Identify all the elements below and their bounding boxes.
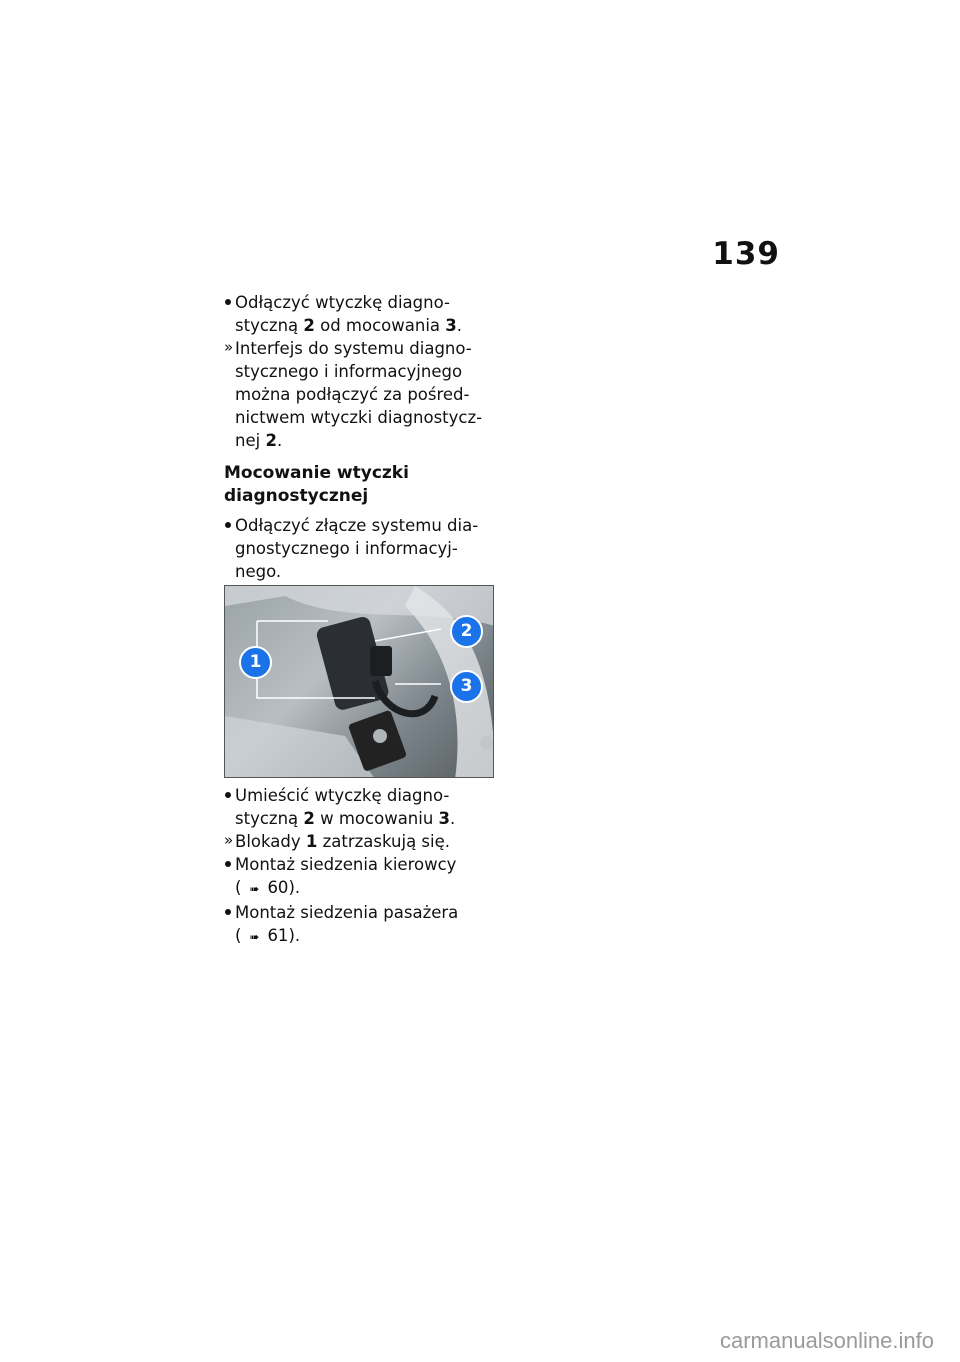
page-reference-link[interactable]: 61: [267, 926, 289, 945]
watermark-link[interactable]: carmanualsonline.info: [719, 1328, 934, 1353]
list-item: » Interfejs do systemu diagno- stycznego i informacyjnego można podłączyć za pośred- nictwem wtyczki diagnostycz- nej 2.: [224, 338, 483, 450]
page-number: 139: [712, 236, 780, 272]
bullet-icon: [225, 522, 231, 528]
instructions-bottom: [224, 784, 496, 949]
section-heading: Mocowanie wtyczki diagnostycznej: [224, 463, 409, 506]
instructions-top: [224, 291, 496, 583]
step-text: Odłączyć wtyczkę diagno-: [235, 293, 450, 312]
bullet-icon: [225, 909, 231, 915]
bullet-icon: [225, 299, 231, 305]
list-item: Odłączyć złącze systemu dia- gnostycznego i informacyj- nego.: [224, 514, 496, 583]
result-arrow-icon: »: [224, 338, 234, 356]
list-item: Odłączyć wtyczkę diagno- styczną 2 od mocowania 3.: [224, 291, 496, 337]
list-item: Montaż siedzenia kierowcy ( ➠ 60).: [224, 853, 496, 901]
result-arrow-icon: »: [224, 831, 234, 849]
list-item: » Blokady 1 zatrzaskują się.: [224, 831, 451, 851]
page-reference-arrow-icon: ➠: [249, 930, 260, 944]
bullet-icon: [225, 861, 231, 867]
bullet-icon: [225, 792, 231, 798]
list-item: Umieścić wtyczkę diagno- styczną 2 w mocowaniu 3.: [224, 784, 496, 830]
callout-1: 1: [239, 646, 272, 679]
callout-2: 2: [450, 615, 483, 648]
callout-3: 3: [450, 670, 483, 703]
page-reference-arrow-icon: ➠: [249, 882, 260, 896]
list-item: Montaż siedzenia pasażera ( ➠ 61).: [224, 901, 496, 949]
diagnostic-plug-photo: [224, 585, 494, 778]
page-reference-link[interactable]: 60: [267, 878, 289, 897]
